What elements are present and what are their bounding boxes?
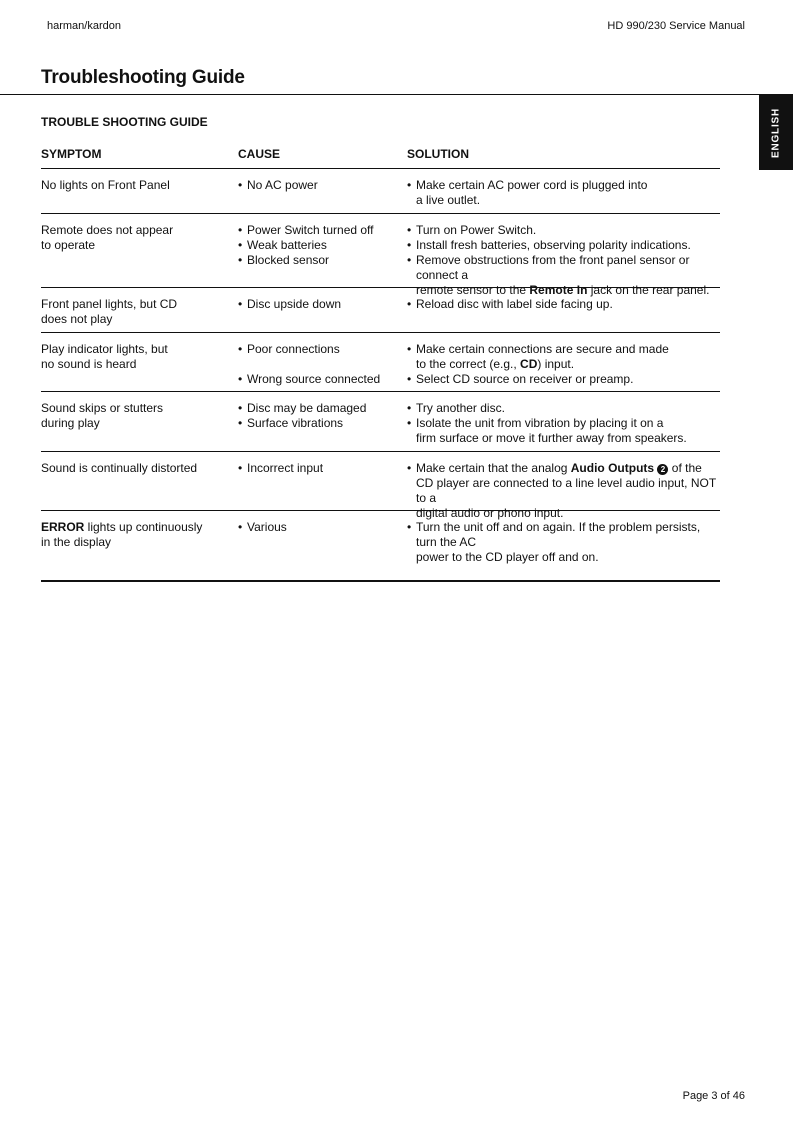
cause-cell [238, 520, 407, 580]
table-row [41, 452, 720, 520]
solution-item [407, 416, 720, 446]
bullet: • [238, 520, 243, 534]
bullet: • [238, 178, 243, 192]
cause-text: Blocked sensor [247, 253, 330, 267]
cause-item [238, 238, 407, 253]
solution-item [407, 372, 720, 387]
cause-item [238, 253, 407, 268]
bullet: • [407, 297, 412, 311]
troubleshooting-table [41, 147, 720, 582]
symptom-text: No lights on Front Panel [41, 178, 170, 192]
symptom-text: Sound skips or stutters during play [41, 401, 164, 430]
bullet: • [238, 401, 243, 415]
symptom-cell [41, 178, 238, 213]
cause-text: Weak batteries [247, 238, 327, 252]
solution-text: Make certain that the analog Audio Outputs 2 of the CD player are connected to a line level audio input, NOT to a digital audio or phono input. [416, 461, 716, 520]
symptom-text: Sound is continually distorted [41, 461, 198, 475]
solution-item [407, 297, 720, 312]
table-row [41, 392, 720, 452]
solution-cell [407, 223, 720, 297]
cause-cell [238, 178, 407, 213]
column-header-solution: SOLUTION [407, 147, 469, 161]
cause-item [238, 372, 407, 387]
symptom-cell [41, 461, 238, 510]
error-label: ERROR [41, 520, 85, 534]
bullet: • [407, 223, 412, 237]
symptom-text: Remote does not appear to operate [41, 223, 174, 252]
symptom-text: ERROR lights up continuously in the display [41, 520, 203, 549]
solution-text: Make certain AC power cord is plugged into a live outlet. [416, 178, 648, 207]
bullet: • [407, 372, 412, 386]
cause-cell [238, 401, 407, 451]
symptom-text: Front panel lights, but CD does not play [41, 297, 178, 326]
solution-cell [407, 342, 720, 391]
solution-item [407, 401, 720, 416]
page-title: Troubleshooting Guide [41, 67, 245, 88]
solution-item [407, 342, 720, 372]
table-row [41, 288, 720, 333]
cause-item [238, 520, 407, 535]
title-divider [0, 94, 793, 95]
bullet: • [238, 416, 243, 430]
cause-text: Poor connections [247, 342, 340, 356]
solution-cell [407, 461, 720, 520]
solution-text: Turn on Power Switch. [416, 223, 537, 237]
symptom-text: Play indicator lights, but no sound is heard [41, 342, 168, 371]
solution-text: Reload disc with label side facing up. [416, 297, 613, 311]
cause-item [238, 461, 407, 476]
table-row [41, 511, 720, 582]
solution-item [407, 223, 720, 238]
solution-text: Turn the unit off and on again. If the problem persists, turn the AC power to the CD player off and on. [416, 520, 701, 564]
cause-text: Incorrect input [247, 461, 324, 475]
symptom-cell [41, 297, 238, 332]
cause-item [238, 223, 407, 238]
solution-cell [407, 297, 720, 332]
spacer [238, 357, 407, 372]
cause-cell [238, 461, 407, 510]
bullet: • [407, 253, 412, 267]
solution-text: Make certain connections are secure and made to the correct (e.g., CD) input. [416, 342, 669, 371]
bullet: • [238, 342, 243, 356]
cause-text: Disc may be damaged [247, 401, 367, 415]
bullet: • [238, 223, 243, 237]
bullet: • [238, 461, 243, 475]
solution-item [407, 520, 720, 565]
table-row [41, 333, 720, 392]
bullet: • [238, 297, 243, 311]
bullet: • [407, 416, 412, 430]
column-header-cause: CAUSE [238, 147, 281, 161]
solution-text: Try another disc. [416, 401, 505, 415]
bullet: • [238, 253, 243, 267]
audio-outputs-label: Audio Outputs [570, 461, 655, 475]
table-header-row [41, 147, 720, 169]
solution-text: Install fresh batteries, observing polarity indications. [416, 238, 691, 252]
bullet: • [407, 520, 412, 534]
cause-cell [238, 223, 407, 287]
solution-cell [407, 401, 720, 451]
bullet: • [238, 238, 243, 252]
solution-text: Select CD source on receiver or preamp. [416, 372, 634, 386]
bullet: • [407, 461, 412, 475]
solution-cell [407, 178, 720, 213]
symptom-cell [41, 223, 238, 287]
cause-text: Wrong source connected [247, 372, 381, 386]
table-row [41, 214, 720, 297]
cd-label: CD [520, 357, 538, 371]
cause-item [238, 342, 407, 357]
cause-text: No AC power [247, 178, 318, 192]
cause-item [238, 416, 407, 431]
column-header-symptom: SYMPTOM [41, 147, 102, 161]
language-tab-label: ENGLISH [770, 107, 782, 158]
cause-cell [238, 342, 407, 391]
cause-cell [238, 297, 407, 332]
header-manual-title: HD 990/230 Service Manual [607, 20, 745, 32]
page-number: Page 3 of 46 [682, 1090, 745, 1102]
solution-text: Isolate the unit from vibration by placing it on a firm surface or move it further away from speakers. [416, 416, 687, 445]
cause-text: Surface vibrations [247, 416, 344, 430]
bullet: • [238, 372, 243, 386]
cause-item [238, 297, 407, 312]
section-heading: TROUBLE SHOOTING GUIDE [41, 115, 208, 129]
language-tab [759, 95, 793, 170]
table-row [41, 169, 720, 214]
symptom-cell [41, 401, 238, 451]
cause-item [238, 401, 407, 416]
solution-cell [407, 520, 720, 580]
remote-in-label: Remote In [529, 283, 588, 297]
cause-item [238, 178, 407, 193]
bullet: • [407, 238, 412, 252]
cause-text: Various [247, 520, 287, 534]
solution-text: Remove obstructions from the front panel sensor or connect a remote sensor to the Remote In jack on the rear panel. [416, 253, 710, 297]
symptom-cell [41, 520, 238, 580]
solution-item [407, 238, 720, 253]
bullet: • [407, 342, 412, 356]
header-brand: harman/kardon [47, 20, 121, 32]
symptom-cell [41, 342, 238, 391]
solution-item [407, 178, 720, 208]
cause-text: Power Switch turned off [247, 223, 374, 237]
cause-text: Disc upside down [247, 297, 342, 311]
bullet: • [407, 401, 412, 415]
bullet: • [407, 178, 412, 192]
callout-number-icon: 2 [657, 464, 668, 475]
